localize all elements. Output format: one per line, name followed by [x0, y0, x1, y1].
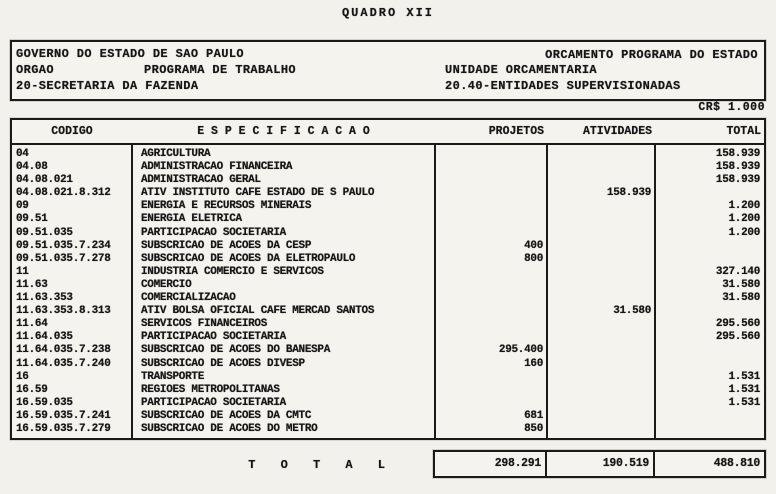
cell-codigo: 09.51.035 [16, 226, 73, 239]
table-row [12, 253, 764, 266]
cell-total: 158.939 [715, 148, 760, 160]
programa-trabalho-label: PROGRAMA DE TRABALHO [144, 63, 297, 77]
grand-total-total: 488.810 [653, 452, 764, 476]
cell-projetos [435, 397, 547, 410]
cell-projetos [435, 148, 547, 161]
cell-codigo: 11.64.035.7.238 [16, 344, 111, 357]
cell-especificacao: ADMINISTRACAO FINANCEIRA [141, 161, 293, 174]
cell-codigo: 09 [16, 200, 29, 213]
cell-projetos [435, 331, 547, 344]
cell-total [655, 423, 764, 436]
cell-atividades [547, 240, 655, 253]
cell-codigo: 11.63.353 [16, 292, 73, 305]
cell-especificacao: ENERGIA E RECURSOS MINERAIS [141, 200, 312, 213]
cell-codigo: 16.59.035 [16, 396, 73, 409]
cell-projetos: 800 [524, 252, 543, 265]
table-row [12, 279, 764, 292]
cell-projetos [435, 384, 547, 397]
budget-table [10, 118, 766, 440]
table-row [12, 148, 764, 161]
cell-especificacao: REGIOES METROPOLITANAS [141, 383, 280, 396]
cell-projetos: 295.400 [498, 344, 543, 357]
cell-codigo: 11.63.353.8.313 [16, 305, 111, 318]
table-row [12, 292, 764, 305]
unidade-orcamentaria-value: 20.40-ENTIDADES SUPERVISIONADAS [445, 79, 681, 93]
currency-note: CR$ 1.000 [698, 101, 765, 114]
column-header-projetos: PROJETOS [488, 125, 544, 138]
cell-codigo: 16.59.035.7.279 [16, 422, 111, 435]
cell-especificacao: PARTICIPACAO SOCIETARIA [141, 331, 286, 344]
cell-atividades: 31.580 [613, 305, 651, 318]
table-row [12, 213, 764, 226]
cell-especificacao: COMERCIO [141, 278, 192, 291]
cell-projetos [435, 279, 547, 292]
cell-especificacao: SERVICOS FINANCEIROS [141, 318, 268, 331]
cell-atividades [547, 358, 655, 371]
cell-codigo: 04.08.021 [16, 174, 73, 187]
table-row [12, 240, 764, 253]
cell-total [655, 344, 764, 357]
cell-atividades [547, 318, 655, 331]
cell-codigo: 09.51 [16, 213, 48, 226]
cell-codigo: 16 [16, 370, 29, 383]
orgao-value: 20-SECRETARIA DA FAZENDA [16, 79, 199, 93]
cell-codigo: 16.59.035.7.241 [16, 409, 111, 422]
cell-atividades [547, 174, 655, 187]
cell-especificacao: SUBSCRICAO DE ACOES DA ELETROPAULO [141, 252, 356, 265]
cell-especificacao: PARTICIPACAO SOCIETARIA [141, 226, 286, 239]
table-row [12, 161, 764, 174]
cell-atividades [547, 423, 655, 436]
cell-projetos [435, 292, 547, 305]
cell-atividades [547, 410, 655, 423]
cell-atividades [547, 161, 655, 174]
cell-projetos [435, 187, 547, 200]
cell-projetos: 850 [524, 422, 543, 435]
column-header-especificacao: E S P E C I F I C A C A O [197, 125, 370, 138]
cell-total: 1.200 [728, 226, 760, 239]
table-row [12, 318, 764, 331]
table-row [12, 397, 764, 410]
column-header-total: TOTAL [726, 125, 761, 138]
grand-total-box [433, 450, 766, 478]
cell-total: 158.939 [715, 161, 760, 174]
table-row [12, 266, 764, 279]
cell-codigo: 04 [16, 148, 29, 160]
cell-projetos: 160 [524, 357, 543, 370]
cell-atividades [547, 344, 655, 357]
column-header-atividades: ATIVIDADES [582, 125, 652, 138]
cell-codigo: 09.51.035.7.234 [16, 239, 111, 252]
table-row [12, 410, 764, 423]
cell-especificacao: PARTICIPACAO SOCIETARIA [141, 396, 286, 409]
orgao-label: ORGAO [16, 63, 55, 77]
cell-codigo: 11 [16, 265, 29, 278]
cell-especificacao: ATIV BOLSA OFICIAL CAFE MERCAD SANTOS [141, 305, 375, 318]
budget-program-title: ORCAMENTO PROGRAMA DO ESTADO [545, 48, 758, 62]
cell-total: 31.580 [722, 278, 760, 291]
cell-atividades: 158.939 [606, 187, 651, 200]
cell-atividades [547, 266, 655, 279]
cell-total: 31.580 [722, 292, 760, 305]
cell-codigo: 11.63 [16, 278, 48, 291]
cell-especificacao: SUBSCRICAO DE ACOES DO BANESPA [141, 344, 331, 357]
cell-total [655, 305, 764, 318]
cell-codigo: 04.08 [16, 161, 48, 174]
cell-especificacao: SUBSCRICAO DE ACOES DO METRO [141, 422, 318, 435]
cell-especificacao: COMERCIALIZACAO [141, 292, 236, 305]
table-row [12, 371, 764, 384]
cell-total: 295.560 [715, 318, 760, 331]
header-box [10, 40, 766, 101]
cell-projetos [435, 213, 547, 226]
table-row [12, 227, 764, 240]
grand-total-projetos: 298.291 [494, 457, 541, 470]
table-row [12, 200, 764, 213]
cell-total [655, 253, 764, 266]
cell-total [655, 240, 764, 253]
table-row [12, 174, 764, 187]
cell-total [655, 410, 764, 423]
table-row [12, 358, 764, 371]
cell-projetos [435, 200, 547, 213]
government-name: GOVERNO DO ESTADO DE SAO PAULO [16, 47, 245, 61]
table-body [12, 145, 764, 438]
column-header-codigo: CODIGO [51, 125, 93, 138]
table-row [12, 187, 764, 200]
table-row [12, 344, 764, 357]
cell-projetos [435, 227, 547, 240]
cell-total [655, 358, 764, 371]
cell-codigo: 09.51.035.7.278 [16, 252, 111, 265]
cell-total: 158.939 [715, 174, 760, 187]
cell-atividades [547, 292, 655, 305]
cell-total: 1.531 [728, 396, 760, 409]
cell-projetos [435, 174, 547, 187]
cell-atividades [547, 384, 655, 397]
table-row [12, 305, 764, 318]
cell-especificacao: INDUSTRIA COMERCIO E SERVICOS [141, 265, 324, 278]
cell-atividades [547, 371, 655, 384]
cell-especificacao: SUBSCRICAO DE ACOES DA CESP [141, 239, 312, 252]
cell-projetos: 681 [524, 409, 543, 422]
cell-atividades [547, 397, 655, 410]
cell-codigo: 11.64 [16, 318, 48, 331]
cell-total [655, 187, 764, 200]
cell-total: 1.531 [728, 370, 760, 383]
cell-codigo: 11.64.035.7.240 [16, 357, 111, 370]
cell-total: 327.140 [715, 265, 760, 278]
cell-projetos [435, 305, 547, 318]
cell-total: 1.200 [728, 213, 760, 226]
cell-projetos [435, 318, 547, 331]
cell-projetos [435, 371, 547, 384]
cell-atividades [547, 148, 655, 161]
cell-codigo: 04.08.021.8.312 [16, 187, 111, 200]
cell-atividades [547, 253, 655, 266]
cell-especificacao: ADMINISTRACAO GERAL [141, 174, 261, 187]
grand-total-atividades: 190.519 [545, 452, 653, 476]
cell-codigo: 16.59 [16, 383, 48, 396]
table-rows-container [12, 145, 764, 438]
cell-especificacao: ATIV INSTITUTO CAFE ESTADO DE S PAULO [141, 187, 375, 200]
cell-especificacao: SUBSCRICAO DE ACOES DA CMTC [141, 409, 312, 422]
cell-especificacao: SUBSCRICAO DE ACOES DIVESP [141, 357, 305, 370]
cell-atividades [547, 279, 655, 292]
cell-total: 1.531 [728, 383, 760, 396]
cell-total: 1.200 [728, 200, 760, 213]
cell-especificacao: TRANSPORTE [141, 370, 205, 383]
cell-atividades [547, 213, 655, 226]
cell-projetos: 400 [524, 239, 543, 252]
unidade-orcamentaria-label: UNIDADE ORCAMENTARIA [445, 63, 598, 77]
document-title: QUADRO XII [341, 6, 434, 20]
table-row [12, 384, 764, 397]
cell-especificacao: AGRICULTURA [141, 148, 211, 160]
cell-projetos [435, 161, 547, 174]
table-row [12, 331, 764, 344]
table-row [12, 423, 764, 436]
cell-codigo: 11.64.035 [16, 331, 73, 344]
table-header-row [12, 120, 764, 145]
cell-total: 295.560 [715, 331, 760, 344]
cell-atividades [547, 227, 655, 240]
cell-projetos [435, 266, 547, 279]
cell-atividades [547, 331, 655, 344]
cell-atividades [547, 200, 655, 213]
grand-total-label: T O T A L [248, 458, 394, 472]
cell-especificacao: ENERGIA ELETRICA [141, 213, 242, 226]
